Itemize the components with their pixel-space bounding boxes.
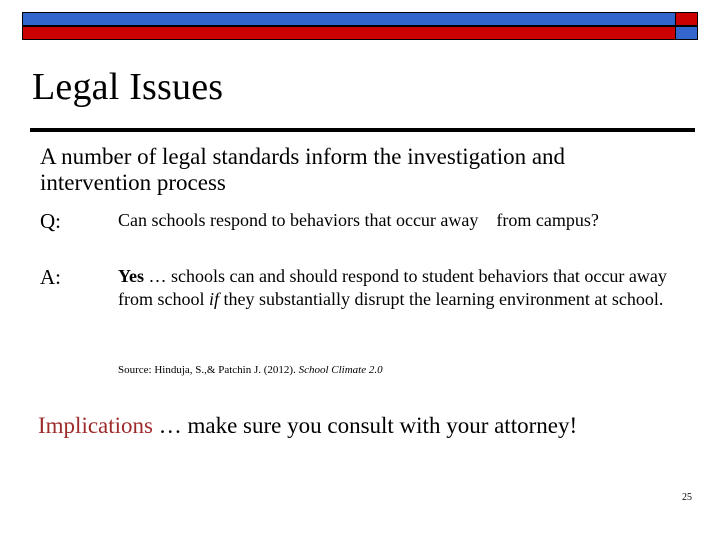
implications-keyword: Implications xyxy=(38,413,153,438)
qa-answer-emphasis-yes: Yes xyxy=(118,266,144,286)
header-bar-row-top xyxy=(22,12,698,26)
header-bar-row-bottom xyxy=(22,26,698,40)
qa-question-label: Q: xyxy=(40,209,61,233)
qa-answer-text xyxy=(118,265,688,311)
qa-question-text xyxy=(118,209,703,232)
header-bar-cap-red xyxy=(676,12,698,26)
source-citation xyxy=(118,363,678,377)
qa-question-gap xyxy=(478,210,496,230)
implications-statement xyxy=(38,412,658,439)
qa-question-segment-2: from campus? xyxy=(496,210,599,230)
implications-rest: … make sure you consult with your attorney! xyxy=(152,413,578,438)
qa-item-answer xyxy=(40,265,700,311)
lead-paragraph: A number of legal standards inform the investigation and intervention process xyxy=(40,144,566,195)
qa-item-question xyxy=(40,209,700,232)
source-citation-work-title: School Climate 2.0 xyxy=(298,364,383,376)
header-bar-cap-blue xyxy=(676,26,698,40)
title-underline-rule xyxy=(30,128,695,132)
source-citation-prefix: Source: Hinduja, S.,& Patchin J. (2012). xyxy=(118,364,299,376)
qa-answer-emphasis-if: if xyxy=(208,289,219,309)
header-bar-red-long xyxy=(22,26,676,40)
qa-answer-segment-2: they substantially disrupt the learning environment at school. xyxy=(219,289,664,309)
header-bar-blue-long xyxy=(22,12,676,26)
qa-answer-segment-1: … schools can and should respond to student behaviors that occur away from school xyxy=(118,266,667,309)
decorative-header-bars xyxy=(22,12,698,40)
page-title: Legal Issues xyxy=(32,66,224,108)
qa-answer-label: A: xyxy=(40,265,61,289)
qa-question-segment-1: Can schools respond to behaviors that occur away xyxy=(118,210,479,230)
page-number: 25 xyxy=(682,492,692,503)
